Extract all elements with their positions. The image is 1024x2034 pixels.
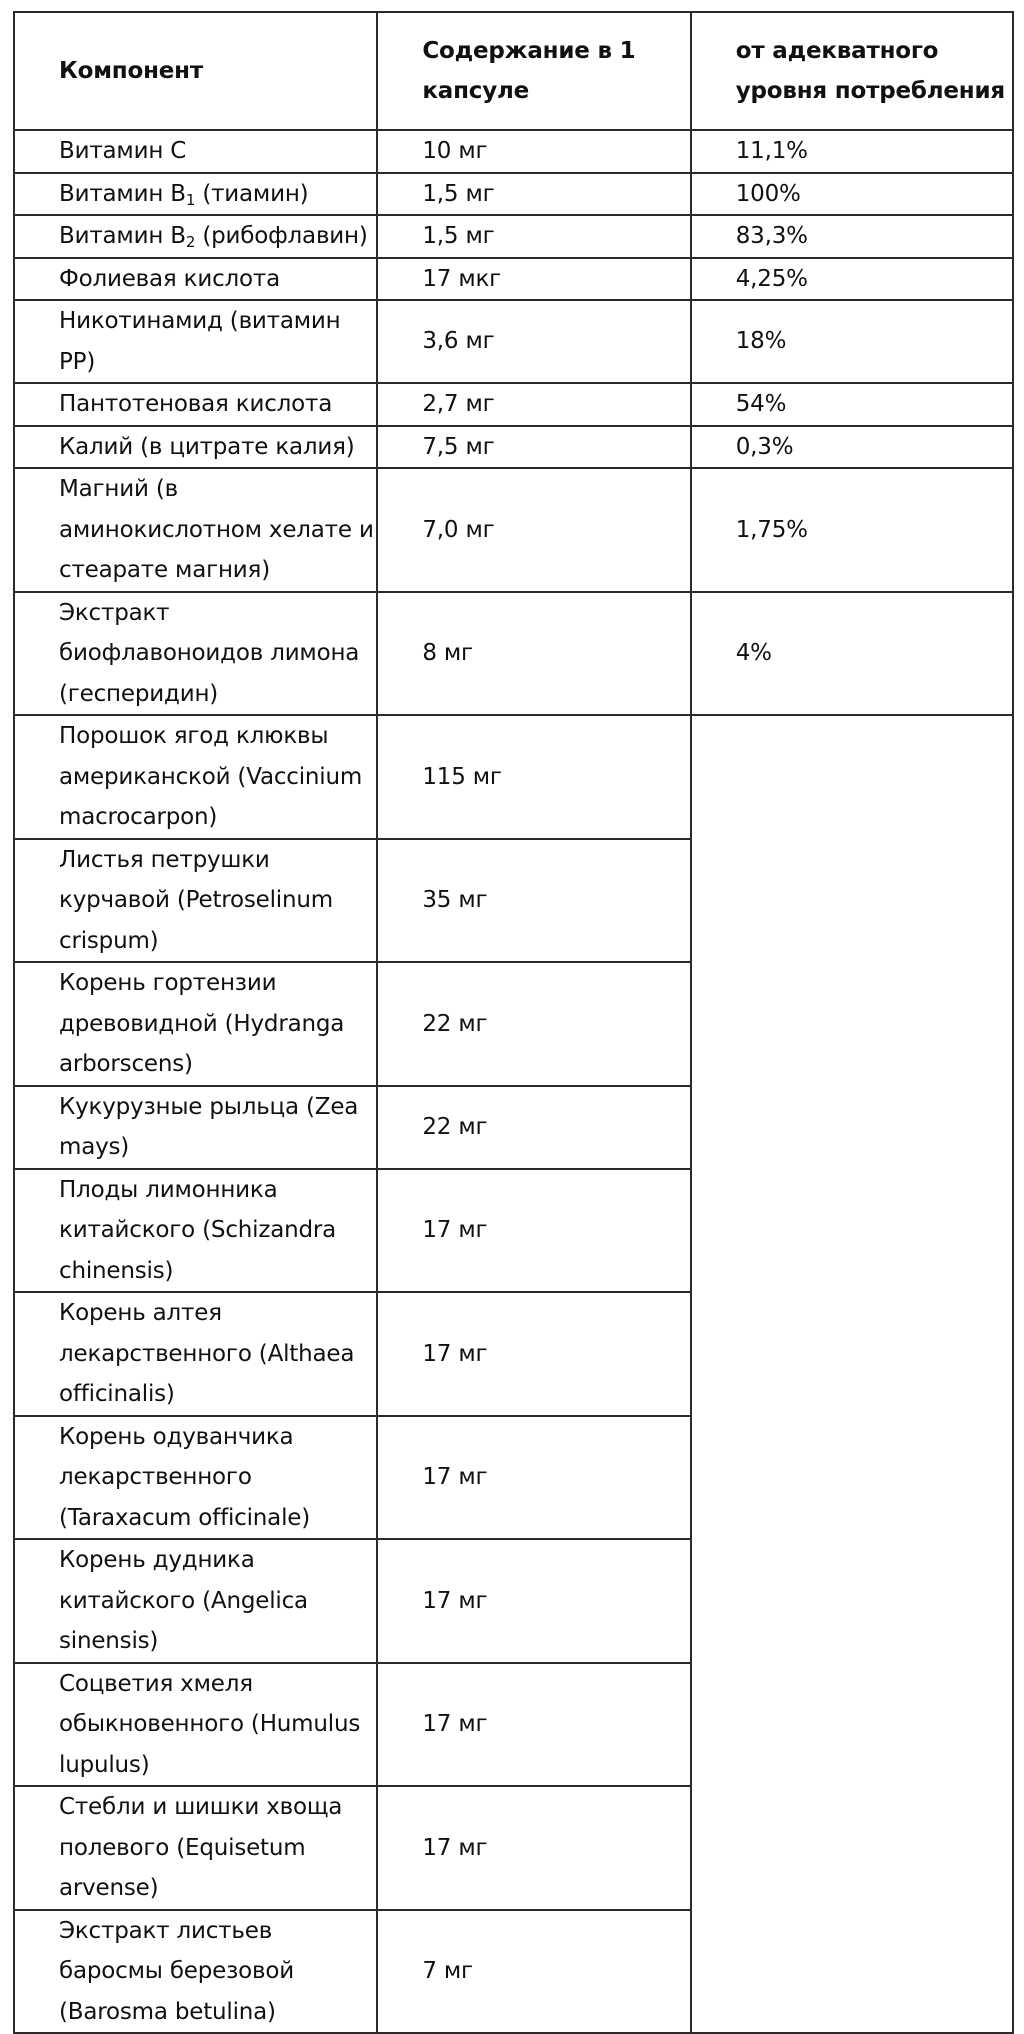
cell-component: Соцветия хмеля обыкновенного (Humulus lupulus) xyxy=(14,1663,377,1787)
cell-component: Калий (в цитрате калия) xyxy=(14,426,377,469)
cell-amount: 22 мг xyxy=(377,962,690,1086)
table-row xyxy=(14,383,1013,426)
cell-amount: 3,6 мг xyxy=(377,300,690,383)
component-subscript: 2 xyxy=(185,233,196,251)
table-row xyxy=(14,173,1013,216)
cell-amount: 10 мг xyxy=(377,130,690,173)
table-row xyxy=(14,468,1013,592)
cell-amount: 17 мг xyxy=(377,1786,690,1910)
cell-amount: 2,7 мг xyxy=(377,383,690,426)
cell-amount: 8 мг xyxy=(377,592,690,716)
cell-component: Магний (в аминокислотном хелате и стеарате магния) xyxy=(14,468,377,592)
cell-amount: 17 мкг xyxy=(377,258,690,301)
component-text: Витамин В xyxy=(59,223,186,249)
composition-table xyxy=(13,11,1014,2034)
cell-amount: 7 мг xyxy=(377,1910,690,2034)
component-text-suffix: (тиамин) xyxy=(195,180,309,207)
component-text-suffix: (рибофлавин) xyxy=(195,223,368,249)
cell-component xyxy=(14,215,377,258)
header-norm: от адекватного уровня потребления xyxy=(691,12,1013,130)
cell-amount: 17 мг xyxy=(377,1539,690,1663)
cell-amount: 17 мг xyxy=(377,1416,690,1540)
cell-component: Никотинамид (витамин РР) xyxy=(14,300,377,383)
cell-component xyxy=(14,173,377,216)
cell-amount: 17 мг xyxy=(377,1292,690,1416)
composition-sheet xyxy=(13,11,1014,2025)
table-row xyxy=(14,300,1013,383)
cell-amount: 17 мг xyxy=(377,1663,690,1787)
cell-norm: 11,1% xyxy=(691,130,1013,173)
cell-norm: 4% xyxy=(691,592,1013,716)
cell-amount: 22 мг xyxy=(377,1086,690,1169)
cell-component: Листья петрушки курчавой (Petroselinum crispum) xyxy=(14,839,377,963)
header-amount: Содержание в 1 капсуле xyxy=(377,12,690,130)
cell-amount: 1,5 мг xyxy=(377,173,690,216)
cell-component: Корень алтея лекарственного (Althaea officinalis) xyxy=(14,1292,377,1416)
cell-component: Экстракт биофлавоноидов лимона (гесперидин) xyxy=(14,592,377,716)
component-text: Витамин В xyxy=(59,180,186,207)
table-row xyxy=(14,258,1013,301)
cell-norm: 100% xyxy=(691,173,1013,216)
table-row xyxy=(14,426,1013,469)
cell-amount: 115 мг xyxy=(377,715,690,839)
cell-component: Корень гортензии древовидной (Hydranga arborscens) xyxy=(14,962,377,1086)
cell-norm: 4,25% xyxy=(691,258,1013,301)
cell-norm-empty xyxy=(691,715,1013,2033)
cell-amount: 7,0 мг xyxy=(377,468,690,592)
cell-amount: 1,5 мг xyxy=(377,215,690,258)
cell-component: Кукурузные рыльца (Zea mays) xyxy=(14,1086,377,1169)
cell-norm: 54% xyxy=(691,383,1013,426)
cell-norm: 1,75% xyxy=(691,468,1013,592)
cell-component: Стебли и шишки хвоща полевого (Equisetum arvense) xyxy=(14,1786,377,1910)
header-component: Компонент xyxy=(14,12,377,130)
cell-amount: 7,5 мг xyxy=(377,426,690,469)
cell-component: Порошок ягод клюквы американской (Vaccinium macrocarpon) xyxy=(14,715,377,839)
cell-amount: 35 мг xyxy=(377,839,690,963)
table-row xyxy=(14,130,1013,173)
table-row xyxy=(14,215,1013,258)
cell-component: Экстракт листьев баросмы березовой (Barosma betulina) xyxy=(14,1910,377,2034)
table-row xyxy=(14,715,1013,839)
cell-component: Корень дудника китайского (Angelica sinensis) xyxy=(14,1539,377,1663)
cell-component: Плоды лимонника китайского (Schizandra chinensis) xyxy=(14,1169,377,1293)
cell-norm: 83,3% xyxy=(691,215,1013,258)
component-subscript: 1 xyxy=(185,190,196,209)
cell-component: Витамин С xyxy=(14,130,377,173)
cell-component: Корень одуванчика лекарственного (Taraxacum officinale) xyxy=(14,1416,377,1540)
cell-component: Пантотеновая кислота xyxy=(14,383,377,426)
cell-component: Фолиевая кислота xyxy=(14,258,377,301)
table-row xyxy=(14,592,1013,716)
cell-norm: 0,3% xyxy=(691,426,1013,469)
cell-norm: 18% xyxy=(691,300,1013,383)
cell-amount: 17 мг xyxy=(377,1169,690,1293)
table-header-row xyxy=(14,12,1013,130)
